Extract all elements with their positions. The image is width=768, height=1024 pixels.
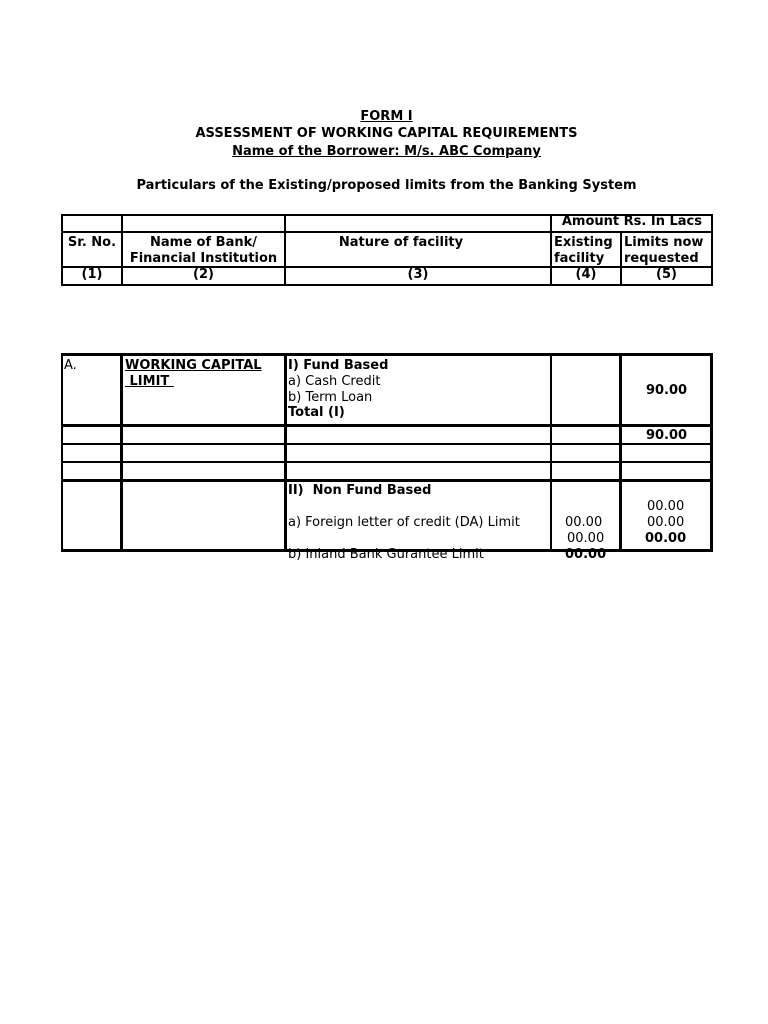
col-number-3: (3) bbox=[407, 267, 429, 282]
total-label: Total (I) bbox=[288, 405, 345, 420]
divider bbox=[61, 443, 713, 445]
divider bbox=[61, 461, 713, 463]
bank-name-line1: WORKING CAPITAL bbox=[125, 358, 262, 373]
divider bbox=[61, 284, 713, 286]
row-serial: A. bbox=[64, 358, 77, 373]
col-number-5: (5) bbox=[656, 267, 677, 282]
foreign-lc-requested-value: 00.00 bbox=[647, 515, 685, 530]
foreign-lc-existing-value: 00.00 bbox=[565, 515, 603, 530]
particulars-heading: Particulars of the Existing/proposed limits from the Banking System bbox=[136, 178, 637, 193]
col-header-existing-line1: Existing bbox=[554, 235, 613, 250]
cash-credit-label: a) Cash Credit bbox=[288, 374, 381, 389]
total-requested-value: 90.00 bbox=[645, 428, 688, 443]
divider bbox=[61, 231, 713, 233]
col-header-requested-line2: requested bbox=[624, 251, 699, 266]
divider bbox=[284, 353, 287, 552]
amount-unit-note: Amount Rs. In Lacs bbox=[561, 214, 702, 229]
foreign-lc-label: a) Foreign letter of credit (DA) Limit bbox=[288, 515, 520, 530]
fund-based-requested-value: 90.00 bbox=[645, 383, 688, 398]
term-loan-label: b) Term Loan bbox=[288, 390, 373, 405]
col-header-requested-line1: Limits now bbox=[624, 235, 704, 250]
inland-bg-label: b) Inland Bank Gurantee Limit bbox=[288, 547, 484, 562]
divider bbox=[120, 353, 123, 552]
divider bbox=[550, 353, 552, 552]
requested-value: 00.00 bbox=[647, 499, 685, 514]
divider bbox=[61, 479, 713, 482]
col-header-sr-no: Sr. No. bbox=[67, 235, 117, 250]
col-header-nature: Nature of facility bbox=[338, 235, 464, 250]
existing-value: 00.00 bbox=[567, 531, 605, 546]
col-header-bank-line2: Financial Institution bbox=[129, 251, 278, 266]
col-header-bank-line1: Name of Bank/ bbox=[150, 235, 257, 250]
col-number-1: (1) bbox=[81, 267, 103, 282]
divider bbox=[61, 353, 713, 356]
non-fund-total-requested-value: 00.00 bbox=[645, 531, 687, 546]
borrower-name: Name of the Borrower: M/s. ABC Company bbox=[232, 144, 541, 159]
divider bbox=[61, 424, 713, 427]
col-number-4: (4) bbox=[575, 267, 597, 282]
col-number-2: (2) bbox=[193, 267, 214, 282]
non-fund-based-heading: II) Non Fund Based bbox=[288, 483, 432, 498]
form-title: ASSESSMENT OF WORKING CAPITAL REQUIREMENTS bbox=[195, 126, 578, 141]
col-header-existing-line2: facility bbox=[554, 251, 605, 266]
bank-name-line2: LIMIT bbox=[125, 374, 174, 389]
form-number: FORM I bbox=[360, 109, 413, 124]
inland-bg-existing-value: 00.00 bbox=[565, 547, 607, 562]
fund-based-heading: I) Fund Based bbox=[288, 358, 389, 373]
divider bbox=[61, 353, 63, 552]
